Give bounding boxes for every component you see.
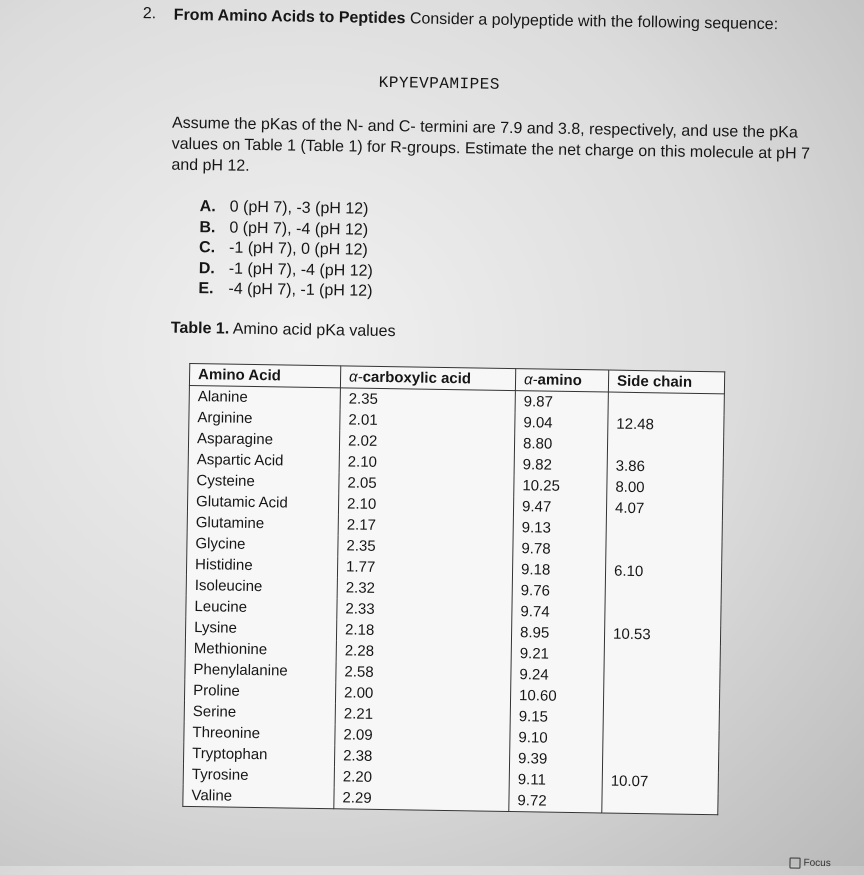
answer-choice-a[interactable] xyxy=(200,197,374,220)
cell-side-chain xyxy=(607,435,723,458)
cell-carboxylic-acid: 2.21 xyxy=(335,703,510,727)
cell-amino: 9.10 xyxy=(510,727,603,749)
cell-amino-acid: Serine xyxy=(184,701,335,724)
cell-amino-acid: Glutamic Acid xyxy=(187,491,338,514)
cell-amino: 9.21 xyxy=(511,643,604,665)
answer-choice-e[interactable] xyxy=(198,279,372,302)
pka-table xyxy=(182,363,725,815)
cell-side-chain: 6.10 xyxy=(605,561,721,584)
answer-choice-c[interactable] xyxy=(199,238,373,261)
cell-amino: 9.82 xyxy=(514,454,607,476)
cell-carboxylic-acid: 2.33 xyxy=(337,598,512,622)
question-prompt: Assume the pKas of the N- and C- termini are 7.9 and 3.8, respectively, and use the pKa values on Table 1 (Table 1) for R-groups. Estimate the net charge on this molecule at pH 7 and pH 12. xyxy=(171,114,811,175)
cell-amino-acid: Tryptophan xyxy=(183,743,334,766)
cell-side-chain: 8.00 xyxy=(607,477,723,500)
cell-side-chain xyxy=(606,540,722,563)
cell-amino: 8.80 xyxy=(514,433,607,455)
cell-amino: 9.13 xyxy=(513,517,606,539)
cell-side-chain xyxy=(605,603,721,626)
cell-amino-acid: Tyrosine xyxy=(183,764,334,787)
cell-carboxylic-acid: 2.28 xyxy=(336,640,511,664)
header-amino: α-amino xyxy=(515,369,608,392)
cell-side-chain xyxy=(606,519,722,542)
cell-carboxylic-acid: 1.77 xyxy=(337,556,512,580)
cell-carboxylic-acid: 2.32 xyxy=(337,577,512,601)
header-side-chain: Side chain xyxy=(608,370,724,394)
cell-amino-acid: Arginine xyxy=(189,407,340,430)
cell-amino-acid: Isoleucine xyxy=(186,575,337,598)
cell-side-chain xyxy=(603,686,719,709)
cell-side-chain xyxy=(603,728,719,751)
cell-carboxylic-acid: 2.10 xyxy=(339,451,514,475)
choice-letter: A. xyxy=(199,198,216,216)
cell-amino: 9.18 xyxy=(512,559,605,581)
cell-amino-acid: Asparagine xyxy=(188,428,339,451)
table-caption-text: Amino acid pKa values xyxy=(232,320,396,341)
answer-choices xyxy=(198,197,374,302)
cell-amino-acid: Cysteine xyxy=(188,470,339,493)
cell-amino: 9.74 xyxy=(512,601,605,623)
cell-amino-acid: Aspartic Acid xyxy=(188,449,339,472)
cell-amino-acid: Phenylalanine xyxy=(185,659,336,682)
cell-amino: 9.04 xyxy=(515,412,608,434)
cell-side-chain xyxy=(604,665,720,688)
cell-carboxylic-acid: 2.00 xyxy=(335,682,510,706)
cell-amino: 9.47 xyxy=(513,496,606,518)
cell-amino-acid: Valine xyxy=(183,785,334,809)
cell-amino-acid: Glutamine xyxy=(187,512,338,535)
cell-side-chain xyxy=(603,707,719,730)
cell-amino-acid: Histidine xyxy=(186,554,337,577)
cell-carboxylic-acid: 2.02 xyxy=(339,430,514,454)
cell-side-chain: 4.07 xyxy=(606,498,722,521)
cell-side-chain xyxy=(604,645,720,668)
cell-carboxylic-acid: 2.58 xyxy=(336,661,511,685)
choice-letter: B. xyxy=(199,218,216,236)
cell-amino-acid: Glycine xyxy=(187,533,338,556)
cell-carboxylic-acid: 2.10 xyxy=(338,493,513,517)
cell-carboxylic-acid: 2.29 xyxy=(334,787,509,811)
peptide-sequence: KPYEVPAMIPES xyxy=(378,73,501,94)
focus-label: Focus xyxy=(803,857,831,870)
choice-text: -1 (pH 7), 0 (pH 12) xyxy=(228,239,368,259)
cell-amino: 10.25 xyxy=(514,475,607,497)
focus-button[interactable] xyxy=(789,857,830,869)
cell-carboxylic-acid: 2.18 xyxy=(336,619,511,643)
question-intro: Consider a polypeptide with the following sequence: xyxy=(409,10,779,34)
choice-text: 0 (pH 7), -4 (pH 12) xyxy=(229,219,369,239)
cell-carboxylic-acid: 2.05 xyxy=(339,472,514,496)
cell-side-chain xyxy=(605,582,721,605)
cell-carboxylic-acid: 2.35 xyxy=(340,388,515,412)
cell-carboxylic-acid: 2.35 xyxy=(338,535,513,559)
cell-amino-acid: Alanine xyxy=(189,385,340,409)
cell-amino: 9.24 xyxy=(511,664,604,686)
question-heading xyxy=(174,6,814,36)
cell-carboxylic-acid: 2.09 xyxy=(335,724,510,748)
cell-carboxylic-acid: 2.17 xyxy=(338,514,513,538)
cell-side-chain xyxy=(602,791,718,814)
cell-amino-acid: Proline xyxy=(184,680,335,703)
cell-carboxylic-acid: 2.20 xyxy=(334,766,509,790)
answer-choice-d[interactable] xyxy=(199,259,373,282)
table-caption-label: Table 1. xyxy=(170,319,230,338)
cell-carboxylic-acid: 2.38 xyxy=(334,745,509,769)
choice-text: 0 (pH 7), -3 (pH 12) xyxy=(229,198,369,218)
cell-carboxylic-acid: 2.01 xyxy=(340,409,515,433)
cell-side-chain: 10.53 xyxy=(604,624,720,647)
cell-side-chain: 3.86 xyxy=(607,456,723,479)
cell-side-chain xyxy=(608,392,724,415)
cell-amino: 9.15 xyxy=(510,706,603,728)
choice-letter: C. xyxy=(198,239,216,257)
cell-amino: 9.76 xyxy=(512,580,605,602)
cell-side-chain xyxy=(602,749,718,772)
question-title: From Amino Acids to Peptides xyxy=(173,6,406,28)
header-amino-acid: Amino Acid xyxy=(189,363,340,387)
header-carboxylic-acid: α-carboxylic acid xyxy=(340,366,515,391)
question-number: 2. xyxy=(142,5,157,23)
cell-amino: 9.39 xyxy=(509,748,602,770)
cell-amino: 9.78 xyxy=(513,538,606,560)
cell-amino: 10.60 xyxy=(510,685,603,707)
cell-amino: 9.87 xyxy=(515,391,608,414)
choice-text: -4 (pH 7), -1 (pH 12) xyxy=(228,280,373,300)
cell-amino: 8.95 xyxy=(511,622,604,644)
cell-amino: 9.11 xyxy=(509,769,602,791)
cell-amino-acid: Leucine xyxy=(186,596,337,619)
answer-choice-b[interactable] xyxy=(199,218,373,241)
cell-side-chain: 12.48 xyxy=(608,414,724,437)
table-body xyxy=(183,385,725,814)
cell-amino: 9.72 xyxy=(509,790,602,813)
cell-amino-acid: Lysine xyxy=(185,617,336,640)
table-caption xyxy=(171,320,396,342)
focus-icon xyxy=(789,857,800,868)
cell-side-chain: 10.07 xyxy=(602,770,718,793)
choice-text: -1 (pH 7), -4 (pH 12) xyxy=(228,260,373,280)
choice-letter: E. xyxy=(198,280,214,298)
choice-letter: D. xyxy=(198,259,215,277)
cell-amino-acid: Threonine xyxy=(184,722,335,745)
cell-amino-acid: Methionine xyxy=(185,638,336,661)
